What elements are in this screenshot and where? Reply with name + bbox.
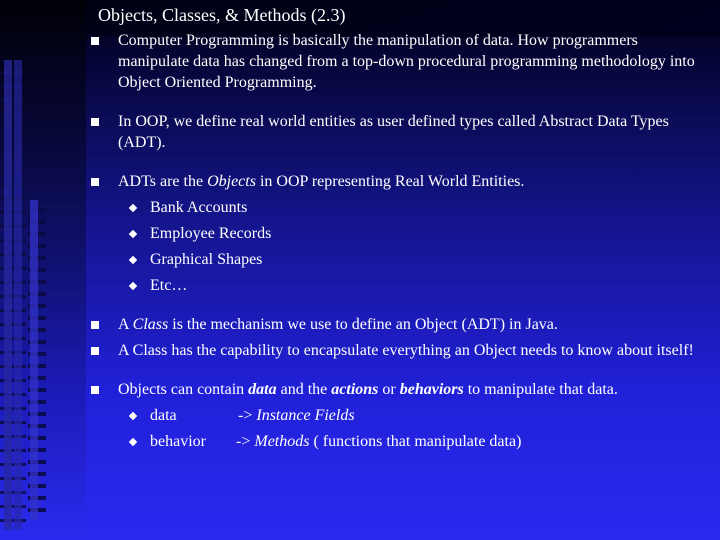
square-bullet-icon	[91, 347, 99, 355]
sub-item	[88, 431, 700, 452]
diamond-bullet-icon	[129, 204, 137, 212]
sub-item	[88, 405, 700, 426]
sub-item-text: Graphical Shapes	[150, 251, 263, 268]
diamond-bullet-icon	[129, 412, 137, 420]
sub-item	[88, 275, 700, 296]
slide-body	[88, 30, 700, 452]
square-bullet-icon	[91, 386, 99, 394]
bullet-item-5	[88, 340, 700, 361]
bullet-text: A Class has the capability to encapsulate everything an Object needs to know about itself!	[118, 342, 694, 359]
bullet-item-1	[88, 30, 700, 93]
sub-item-text: Bank Accounts	[150, 199, 248, 216]
diamond-bullet-icon	[129, 256, 137, 264]
bullet-text: Computer Programming is basically the manipulation of data. How programmers manipulate data has changed from a top-down procedural programming methodology into Object Oriented Programming.	[118, 32, 695, 91]
diamond-bullet-icon	[129, 438, 137, 446]
square-bullet-icon	[91, 178, 99, 186]
bullet-text: ADTs are the Objects in OOP representing Real World Entities.	[118, 173, 525, 190]
bullet-item-2	[88, 111, 700, 153]
sub-item-text: Etc…	[150, 277, 188, 294]
bullet-item-6	[88, 379, 700, 400]
sub-item	[88, 223, 700, 244]
sub-item-text: Employee Records	[150, 225, 272, 242]
bullet-text: A Class is the mechanism we use to define an Object (ADT) in Java.	[118, 316, 558, 333]
decorative-square-pattern-inner	[28, 200, 46, 520]
diamond-bullet-icon	[129, 230, 137, 238]
square-bullet-icon	[91, 118, 99, 126]
bullet-text: In OOP, we define real world entities as user defined types called Abstract Data Types (ADT).	[118, 113, 669, 151]
sub-item-text: behavior -> Methods ( functions that manipulate data)	[150, 433, 522, 450]
sub-item	[88, 197, 700, 218]
bullet-item-4	[88, 314, 700, 335]
sub-item	[88, 249, 700, 270]
bullet-text: Objects can contain data and the actions or behaviors to manipulate that data.	[118, 381, 618, 398]
slide-title: Objects, Classes, & Methods (2.3)	[98, 5, 346, 25]
decorative-square-pattern	[0, 60, 26, 530]
square-bullet-icon	[91, 321, 99, 329]
sub-item-text: data -> Instance Fields	[150, 407, 355, 424]
bullet-item-3	[88, 171, 700, 192]
square-bullet-icon	[91, 37, 99, 45]
diamond-bullet-icon	[129, 282, 137, 290]
